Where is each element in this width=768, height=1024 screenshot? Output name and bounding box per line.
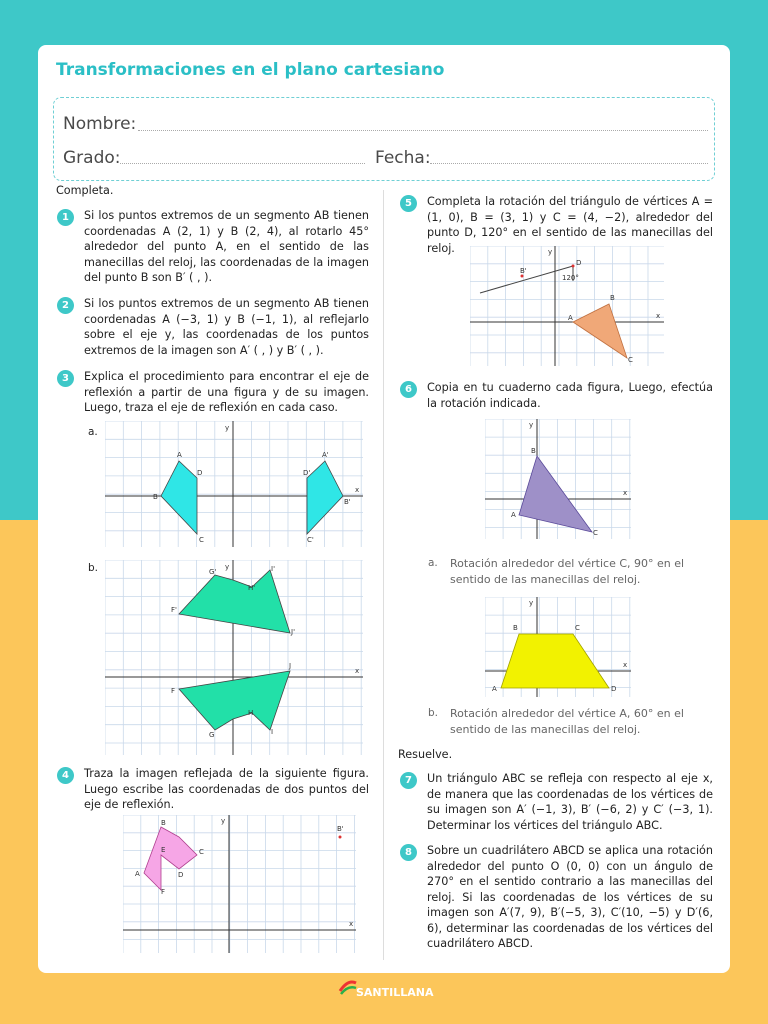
graph-6a <box>485 419 631 539</box>
svg-text:A: A <box>177 451 182 459</box>
graph-4 <box>123 815 356 953</box>
svg-text:B: B <box>161 819 166 827</box>
svg-text:x: x <box>623 489 628 497</box>
svg-text:y: y <box>529 421 534 429</box>
point-b-prime <box>339 836 342 839</box>
name-field[interactable] <box>138 130 708 131</box>
question-number-6: 6 <box>400 381 417 398</box>
svg-text:x: x <box>349 920 354 928</box>
svg-text:H': H' <box>248 584 256 592</box>
svg-text:x: x <box>656 312 661 320</box>
svg-text:C: C <box>575 624 580 632</box>
svg-text:J: J <box>289 662 292 670</box>
svg-text:y: y <box>548 248 553 256</box>
question-5-text: Completa la rotación del triángulo de vértices A =(1, 0), B = (3, 1) y C = (4, −2), alrededor del punto D, 120° en el sentido de las manecillas del reloj. <box>427 195 713 255</box>
question-number-8: 8 <box>400 844 417 861</box>
question-4-text: Traza la imagen reflejada de la siguiente figura. Luego escribe las coordenadas de dos puntos del eje de reflexión. <box>84 767 369 811</box>
santillana-logo-icon <box>338 977 358 997</box>
svg-text:B': B' <box>337 825 344 833</box>
svg-text:x: x <box>355 486 360 494</box>
trapezoid-6b <box>501 634 609 688</box>
grade-field[interactable] <box>120 163 365 164</box>
svg-text:C: C <box>199 848 204 856</box>
svg-text:C: C <box>593 529 598 537</box>
svg-text:G': G' <box>209 568 217 576</box>
graph-3b <box>105 560 363 755</box>
question-number-4: 4 <box>57 767 74 784</box>
question-number-1: 1 <box>57 209 74 226</box>
svg-text:B: B <box>531 447 536 455</box>
question-number-7: 7 <box>400 772 417 789</box>
intro-text: Completa. <box>56 184 114 197</box>
svg-text:D: D <box>197 469 203 477</box>
grade-label: Grado: <box>63 148 121 168</box>
svg-text:y: y <box>225 563 230 571</box>
date-field[interactable] <box>430 163 708 164</box>
svg-text:C: C <box>199 536 204 544</box>
footer-brand: SANTILLANA <box>356 986 434 999</box>
svg-text:F': F' <box>171 606 177 614</box>
svg-text:D: D <box>576 259 582 267</box>
svg-text:B: B <box>610 294 615 302</box>
question-8-text: Sobre un cuadrilátero ABCD se aplica una rotación alrededor del punto O (0, 0) con un ángulo de 270° en el sentido contrario a las manecillas del reloj. Si las coordenadas de los vértices de su imagen son A′(7, 9), B′(−5, 3), C′(10, −5) y D′(6, 6), determinar las coordenadas de los vértices del cuadrilátero ABCD. <box>427 844 713 950</box>
svg-text:D: D <box>178 871 184 879</box>
graph-6b <box>485 597 631 697</box>
svg-text:A: A <box>511 511 516 519</box>
question-6-text: Copia en tu cuaderno cada figura, Luego, efectúa la rotación indicada. <box>427 381 713 410</box>
svg-text:x: x <box>355 667 360 675</box>
figure-3a-left <box>161 461 197 534</box>
question-2-text: Si los puntos extremos de un segmento AB tienen coordenadas A (−3, 1) y B (−1, 1), al reflejarlo sobre el eje y, las coordenadas de los puntos extremos de la imagen son A′ ( , ) y B′ ( , ). <box>84 297 369 357</box>
svg-text:A: A <box>568 314 573 322</box>
svg-text:y: y <box>529 599 534 607</box>
svg-text:y: y <box>221 817 226 825</box>
question-number-2: 2 <box>57 297 74 314</box>
label-3a: a. <box>88 426 98 438</box>
svg-text:H: H <box>248 709 254 717</box>
svg-text:x: x <box>623 661 628 669</box>
svg-text:I: I <box>271 728 274 736</box>
svg-text:B': B' <box>520 267 527 275</box>
label-6a: a. <box>428 557 438 569</box>
svg-text:G: G <box>209 731 215 739</box>
column-divider <box>383 190 384 960</box>
question-number-3: 3 <box>57 370 74 387</box>
svg-text:C: C <box>628 356 633 364</box>
svg-text:A: A <box>135 870 140 878</box>
svg-text:C': C' <box>307 536 314 544</box>
svg-text:E: E <box>161 846 166 854</box>
student-info-box <box>53 97 715 181</box>
question-1-text: Si los puntos extremos de un segmento AB tienen coordenadas A (2, 1) y B (2, 4), al rotarlo 45° alrededor del punto A, en el sentido de las manecillas del reloj, las coordenadas de la imagen del punto B son B′ ( , ). <box>84 209 369 284</box>
page-title: Transformaciones en el plano cartesiano <box>56 60 445 80</box>
svg-text:B: B <box>153 493 158 501</box>
triangle-6a <box>519 456 592 532</box>
svg-text:D': D' <box>303 469 311 477</box>
name-label: Nombre: <box>63 114 137 134</box>
svg-text:A': A' <box>322 451 329 459</box>
caption-6a: Rotación alrededor del vértice C, 90° en el sentido de las manecillas del reloj. <box>450 557 685 586</box>
resuelve-text: Resuelve. <box>398 748 453 761</box>
svg-text:B': B' <box>344 498 351 506</box>
question-7-text: Un triángulo ABC se refleja con respecto al eje x, de manera que las coordenadas de los vértices de su imagen son A′ (−1, 3), B′ (−6, 2) y C′ (−3, 1). Determinar los vértices del triángulo ABC. <box>427 772 713 832</box>
label-3b: b. <box>88 562 99 574</box>
svg-text:F: F <box>161 888 166 896</box>
label-6b: b. <box>428 707 439 719</box>
figure-4 <box>144 827 197 890</box>
svg-text:F: F <box>171 687 176 695</box>
caption-6b: Rotación alrededor del vértice A, 60° en el sentido de las manecillas del reloj. <box>450 707 684 736</box>
svg-text:B: B <box>513 624 518 632</box>
svg-text:120°: 120° <box>562 274 579 282</box>
graph-3a <box>105 421 363 547</box>
svg-text:A: A <box>492 685 497 693</box>
figure-3b-top <box>179 570 290 633</box>
svg-text:D: D <box>611 685 617 693</box>
question-number-5: 5 <box>400 195 417 212</box>
svg-text:y: y <box>225 424 230 432</box>
graph-5 <box>470 246 664 366</box>
svg-text:I': I' <box>271 565 275 573</box>
question-3-text: Explica el procedimiento para encontrar el eje de reflexión a partir de una figura y de su imagen. Luego, traza el eje de reflexión en cada caso. <box>84 370 369 414</box>
figure-3b-bottom <box>179 671 290 730</box>
svg-text:J': J' <box>291 628 295 636</box>
triangle-abc <box>573 304 627 358</box>
date-label: Fecha: <box>375 148 431 168</box>
